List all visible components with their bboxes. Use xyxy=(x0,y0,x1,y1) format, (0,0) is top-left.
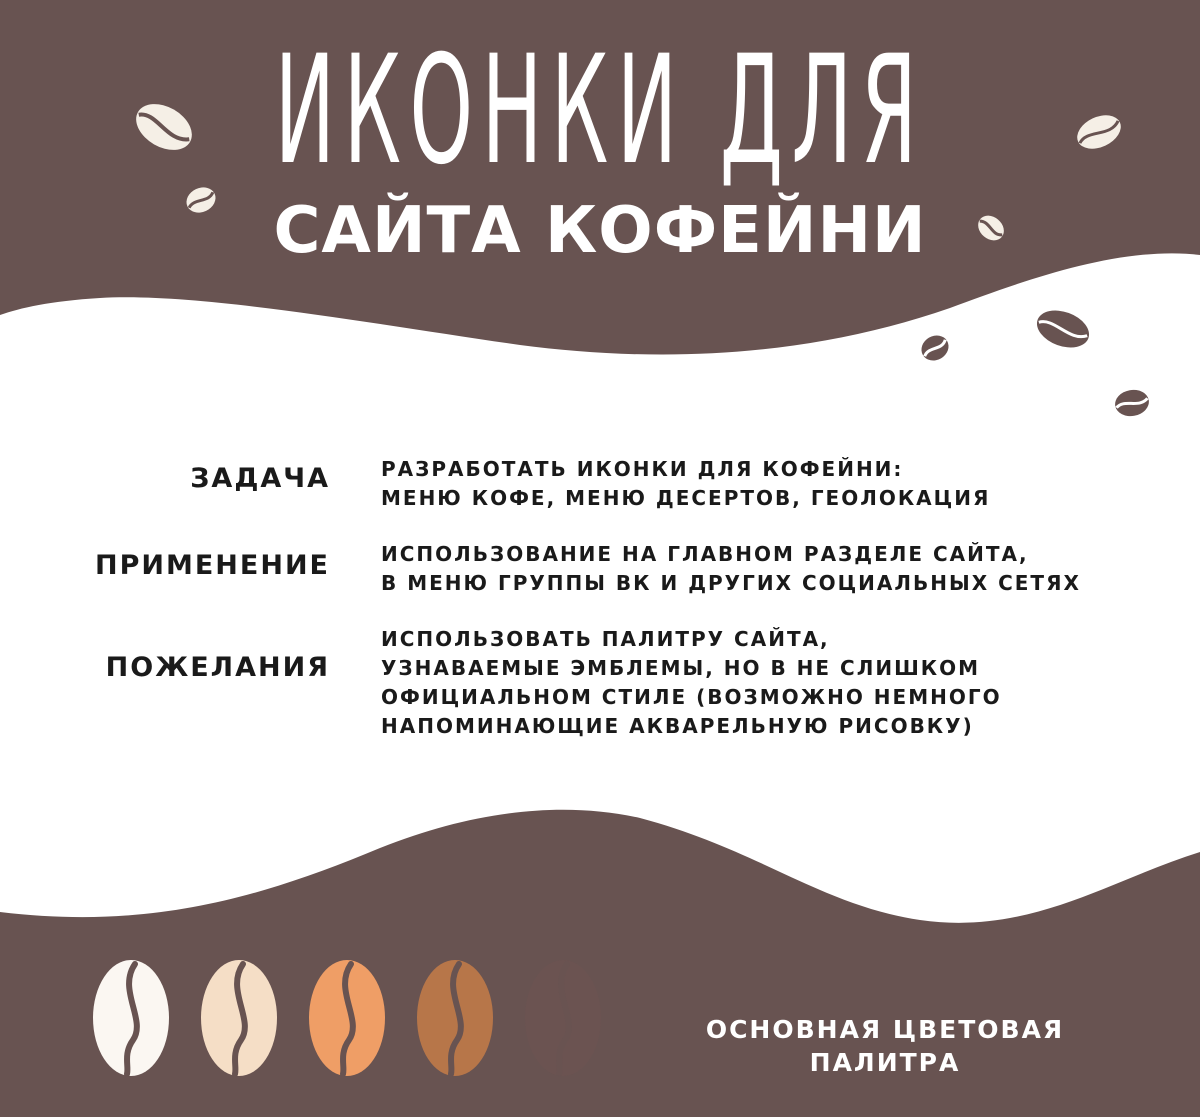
task-label: ЗАДАЧА xyxy=(190,463,330,494)
usage-text-line: ИСПОЛЬЗОВАНИЕ НА ГЛАВНОМ РАЗДЕЛЕ САЙТА, xyxy=(381,542,1029,566)
palette-title-line: ОСНОВНАЯ ЦВЕТОВАЯ xyxy=(705,1015,1065,1044)
coffee-bean-icon xyxy=(917,331,953,366)
page-title-line2: САЙТА КОФЕЙНИ xyxy=(273,194,927,268)
usage-text xyxy=(381,540,1181,598)
wishes-text-line: УЗНАВАЕМЫЕ ЭМБЛЕМЫ, НО В НЕ СЛИШКОМ xyxy=(381,656,981,680)
wishes-text-line: ИСПОЛЬЗОВАТЬ ПАЛИТРУ САЙТА, xyxy=(381,627,830,651)
wishes-text-line: ОФИЦИАЛЬНОМ СТИЛЕ (ВОЗМОЖНО НЕМНОГО xyxy=(381,685,1002,709)
usage-text-line: В МЕНЮ ГРУППЫ ВК И ДРУГИХ СОЦИАЛЬНЫХ СЕТЯХ xyxy=(381,571,1081,595)
wishes-text-line: НАПОМИНАЮЩИЕ АКВАРЕЛЬНУЮ РИСОВКУ) xyxy=(381,714,974,738)
usage-label: ПРИМЕНЕНИЕ xyxy=(95,550,330,581)
palette-title xyxy=(690,1013,1080,1079)
task-text xyxy=(381,455,1181,513)
page-title-line1: ИКОНКИ ДЛЯ xyxy=(274,24,926,198)
coffee-bean-icon xyxy=(1113,387,1151,419)
palette-title-line: ПАЛИТРА xyxy=(809,1048,961,1077)
coffee-bean-icon xyxy=(1032,304,1094,354)
task-text-line: РАЗРАБОТАТЬ ИКОНКИ ДЛЯ КОФЕЙНИ: xyxy=(381,457,904,481)
wishes-label: ПОЖЕЛАНИЯ xyxy=(105,652,330,683)
task-text-line: МЕНЮ КОФЕ, МЕНЮ ДЕСЕРТОВ, ГЕОЛОКАЦИЯ xyxy=(381,486,991,510)
wishes-text xyxy=(381,625,1181,741)
